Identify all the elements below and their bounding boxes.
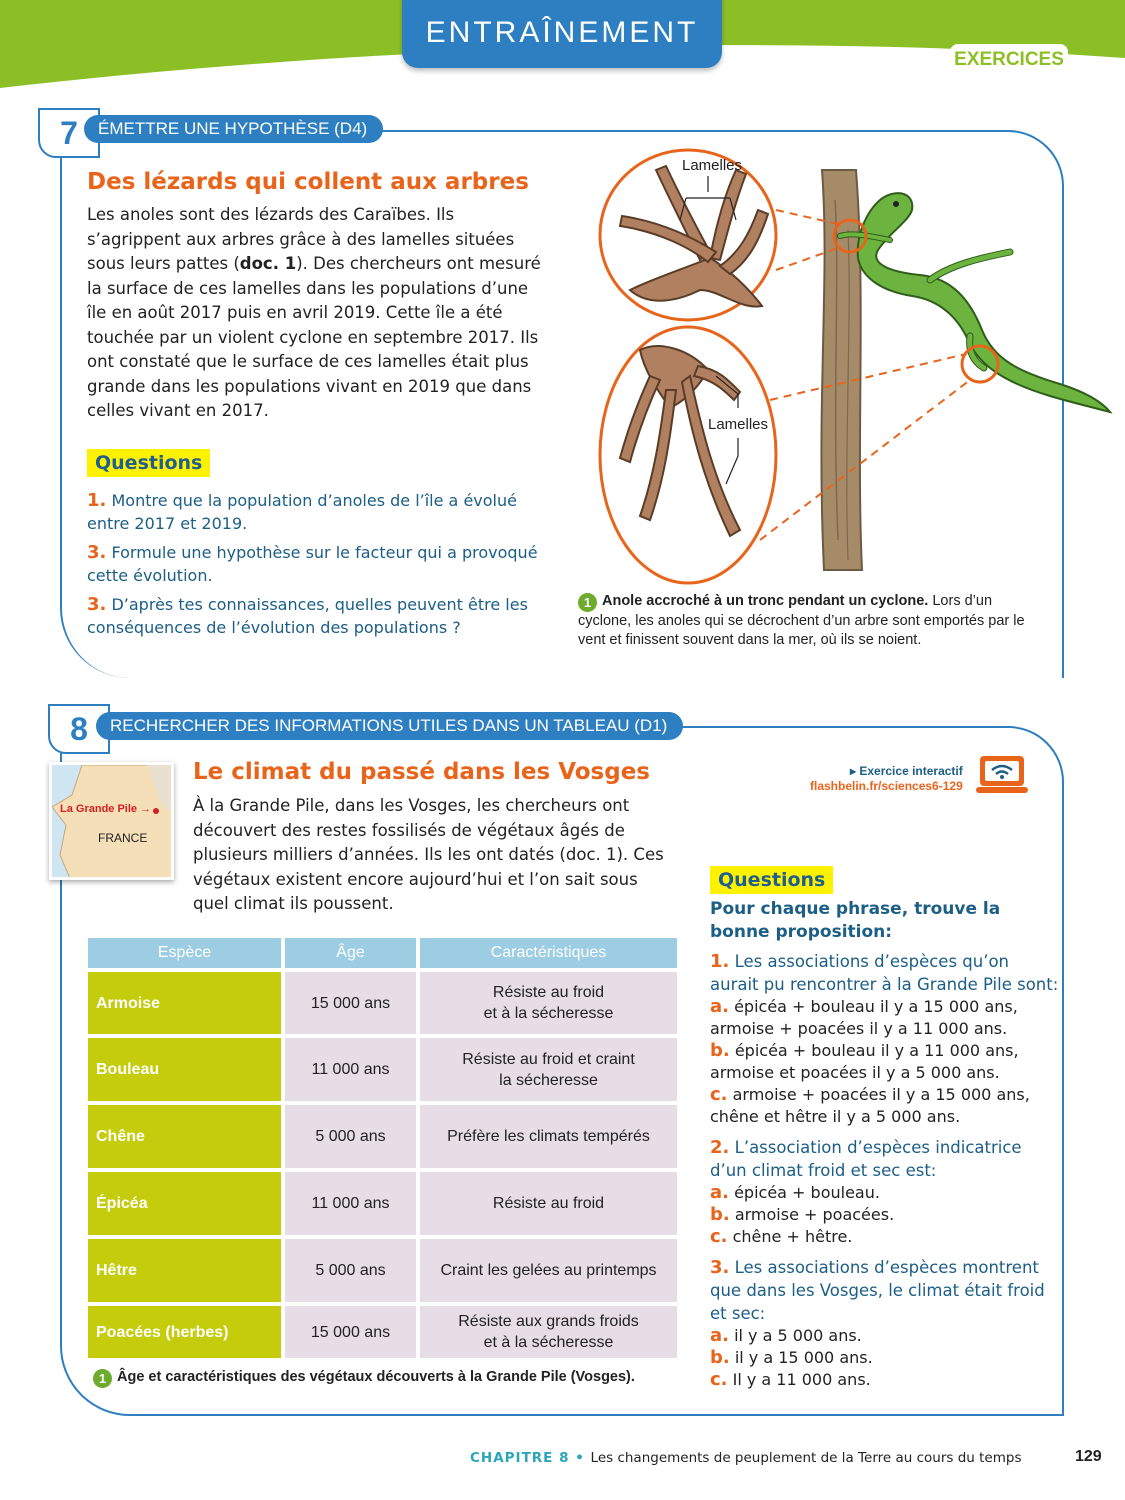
interactive-exercise-link[interactable]: ▸ Exercice interactif flashbelin.fr/sciences6-129 (810, 764, 963, 793)
interactive-label: Exercice interactif (859, 764, 963, 778)
exercise-7-skill: ÉMETTRE UNE HYPOTHÈSE (D4) (84, 115, 383, 143)
answer-option[interactable]: b. il y a 15 000 ans. (710, 1347, 873, 1368)
feature-cell: Résiste aux grands froids et à la sécheresse (418, 1304, 679, 1360)
page-footer: CHAPITRE 8 • Les changements de peuplement de la Terre au cours du temps (470, 1450, 1022, 1466)
tree-trunk (821, 170, 862, 570)
question-item: 2. L’association d’espèces indicatrice d’un climat froid et sec est: a. épicéa + bouleau. b. armoise + poacées. c. chêne + hêtre. (710, 1136, 1060, 1248)
exercise-7-number: 7 (38, 108, 100, 158)
age-cell: 5 000 ans (283, 1237, 418, 1304)
table-header: Espèce (86, 936, 283, 970)
feature-cell: Résiste au froid et craint la sécheresse (418, 1036, 679, 1103)
table-row (86, 1103, 679, 1170)
table-row (86, 1036, 679, 1103)
answer-option[interactable]: b. armoise + poacées. (710, 1204, 895, 1225)
figure-number-badge: 1 (578, 593, 597, 612)
map-place-label: La Grande Pile (60, 803, 138, 815)
exercise-8-text: À la Grande Pile, dans les Vosges, les chercheurs ont découvert des restes fossilisés de végétaux âgés de plusieurs milliers d’années. Ils les ont datés (doc. 1). Ces végétaux existent encore aujourd’hui et l’on sait sous quel climat ils poussent. (193, 796, 664, 913)
header-title: ENTRAÎNEMENT (425, 16, 699, 49)
exercise-8-number: 8 (48, 704, 110, 754)
question-item: 3. Formule une hypothèse sur le facteur qui a provoqué cette évolution. (87, 542, 538, 585)
questions-instruction: Pour chaque phrase, trouve la bonne proposition: (710, 899, 1001, 942)
age-cell: 15 000 ans (283, 970, 418, 1036)
species-cell: Épicéa (86, 1170, 283, 1237)
exercise-7-title: Des lézards qui collent aux arbres (87, 169, 529, 195)
answer-option[interactable]: a. épicéa + bouleau. (710, 1182, 880, 1203)
chapter-label: CHAPITRE 8 (470, 1450, 570, 1466)
feature-cell: Résiste au froid (418, 1170, 679, 1237)
age-cell: 11 000 ans (283, 1036, 418, 1103)
question-item: 1. Montre que la population d’anoles de l’île a évolué entre 2017 et 2019. (87, 490, 517, 533)
exercise-7-text: Les anoles sont des lézards des Caraïbes. Ils s’agrippent aux arbres grâce à des lamelles situées sous leurs pattes (doc. 1). Des chercheurs ont mesuré la surface de ces lamelles dans les populations d’une île en août 2017 puis en avril 2019. Cette île a été touchée par un violent cyclone en septembre 2017. Ils ont constaté que le surface de ces lamelles était plus grande dans les populations vivant en 2019 que dans celles vivant en 2017. (87, 205, 541, 420)
question-item: 1. Les associations d’espèces qu’on aurait pu rencontrer à la Grande Pile sont: a. épicéa + bouleau il y a 15 000 ans, armoise + poacées il y a 11 000 ans. b. épicéa + bouleau il y a 11 000 ans, armoise et poacées il y a 5 000 ans. c. armoise + poacées il y a 15 000 ans, chêne et hêtre il y a 5 000 ans. (710, 951, 1059, 1126)
france-map: La Grande Pile → FRANCE (49, 762, 174, 880)
section-label: EXERCICES (954, 49, 1064, 70)
table-header-row (86, 936, 679, 970)
feature-cell: Résiste au froid et à la sécheresse (418, 970, 679, 1036)
table-caption: 1 Âge et caractéristiques des végétaux découverts à la Grande Pile (Vosges). (93, 1368, 693, 1388)
age-cell: 15 000 ans (283, 1304, 418, 1360)
page-number: 129 (1075, 1448, 1102, 1465)
exercise-8-skill: RECHERCHER DES INFORMATIONS UTILES DANS UN TABLEAU (D1) (96, 712, 683, 740)
species-cell: Poacées (herbes) (86, 1304, 283, 1360)
feature-cell: Préfère les climats tempérés (418, 1103, 679, 1170)
answer-option[interactable]: b. épicéa + bouleau il y a 11 000 ans, armoise et poacées il y a 5 000 ans. (710, 1040, 1019, 1082)
species-table (86, 936, 679, 1360)
table-row (86, 1237, 679, 1304)
header-title-tab (402, 0, 722, 68)
exercise-7-questions (87, 489, 547, 645)
lizard-icon (840, 193, 1110, 412)
interactive-url[interactable]: flashbelin.fr/sciences6-129 (810, 779, 963, 793)
label-lamelles-bottom: Lamelles (708, 416, 769, 433)
map-country-label: FRANCE (98, 831, 148, 845)
table-row (86, 970, 679, 1036)
answer-option[interactable]: c. armoise + poacées il y a 15 000 ans, chêne et hêtre il y a 5 000 ans. (710, 1084, 1030, 1126)
table-row (86, 1170, 679, 1237)
species-cell: Hêtre (86, 1237, 283, 1304)
anole-illustration (590, 140, 1115, 585)
doc-reference: doc. 1 (239, 254, 297, 273)
answer-option[interactable]: c. Il y a 11 000 ans. (710, 1369, 871, 1390)
species-cell: Armoise (86, 970, 283, 1036)
feature-cell: Craint les gelées au printemps (418, 1237, 679, 1304)
exercise-8-title: Le climat du passé dans les Vosges (193, 759, 650, 785)
figure-7-caption: 1 Anole accroché à un tronc pendant un cyclone. Lors d’un cyclone, les anoles qui se décrochent d’un arbre sont emportés par le vent et finissent souvent dans la mer, où ils se noient. (578, 593, 1025, 648)
species-cell: Chêne (86, 1103, 283, 1170)
answer-option[interactable]: a. épicéa + bouleau il y a 15 000 ans, armoise + poacées il y a 11 000 ans. (710, 996, 1018, 1038)
answer-option[interactable]: c. chêne + hêtre. (710, 1226, 853, 1247)
figure-number-badge: 1 (93, 1369, 112, 1388)
table-header: Âge (283, 936, 418, 970)
computer-wifi-icon[interactable] (976, 754, 1028, 796)
section-tab (950, 44, 1068, 76)
exercise-8-questions-label: Questions (710, 866, 833, 894)
table-header: Caractéristiques (418, 936, 679, 970)
answer-option[interactable]: a. il y a 5 000 ans. (710, 1325, 862, 1346)
question-item: 3. Les associations d’espèces montrent que dans les Vosges, le climat était froid et sec: a. il y a 5 000 ans. b. il y a 15 000 ans. c. Il y a 11 000 ans. (710, 1256, 1060, 1391)
exercise-7-questions-label: Questions (87, 449, 210, 477)
chapter-title: Les changements de peuplement de la Terre au cours du temps (590, 1450, 1022, 1466)
species-cell: Bouleau (86, 1036, 283, 1103)
exercise-8-questions (710, 898, 1060, 1399)
label-lamelles-top: Lamelles (682, 157, 743, 174)
age-cell: 5 000 ans (283, 1103, 418, 1170)
question-item: 3. D’après tes connaissances, quelles peuvent être les conséquences de l’évolution des populations ? (87, 594, 528, 637)
age-cell: 11 000 ans (283, 1170, 418, 1237)
table-row (86, 1304, 679, 1360)
